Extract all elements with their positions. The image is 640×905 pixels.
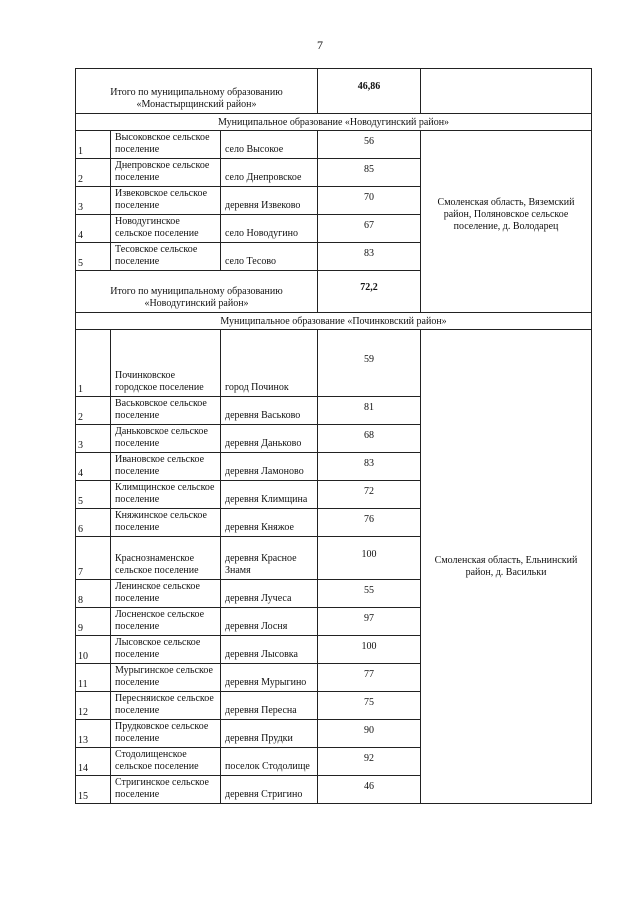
village-name: село Днепровское bbox=[221, 159, 318, 187]
village-name: деревня Васьково bbox=[221, 397, 318, 425]
village-name: деревня Княжое bbox=[221, 509, 318, 537]
row-number: 13 bbox=[76, 720, 111, 748]
results-table bbox=[75, 68, 592, 804]
row-value: 76 bbox=[318, 509, 421, 537]
page-number: 7 bbox=[317, 38, 323, 52]
section-heading: Муниципальное образование «Починковский район» bbox=[76, 313, 592, 330]
row-value: 81 bbox=[318, 397, 421, 425]
row-value: 97 bbox=[318, 608, 421, 636]
row-number: 11 bbox=[76, 664, 111, 692]
row-number: 4 bbox=[76, 215, 111, 243]
empty-cell bbox=[421, 69, 592, 114]
row-value: 46 bbox=[318, 776, 421, 804]
row-value: 100 bbox=[318, 537, 421, 580]
settlement-name: Мурыгинское сельское поселение bbox=[111, 664, 221, 692]
row-value: 75 bbox=[318, 692, 421, 720]
settlement-name: Пересняиское сельское поселение bbox=[111, 692, 221, 720]
settlement-name: Днепровское сельское поселение bbox=[111, 159, 221, 187]
row-number: 2 bbox=[76, 159, 111, 187]
total-value: 46,86 bbox=[318, 69, 421, 114]
settlement-name: Ивановское сельское поселение bbox=[111, 453, 221, 481]
settlement-name: Прудковское сельское поселение bbox=[111, 720, 221, 748]
row-value: 85 bbox=[318, 159, 421, 187]
settlement-name: Климщинское сельское поселение bbox=[111, 481, 221, 509]
settlement-name: Тесовское сельское поселение bbox=[111, 243, 221, 271]
settlement-name: Лысовское сельское поселение bbox=[111, 636, 221, 664]
settlement-name: Высоковское сельское поселение bbox=[111, 131, 221, 159]
total-value: 72,2 bbox=[318, 271, 421, 313]
monastyrshchina-total-row bbox=[76, 69, 592, 114]
row-number: 3 bbox=[76, 425, 111, 453]
village-name: село Новодугино bbox=[221, 215, 318, 243]
settlement-name: Лосненское сельское поселение bbox=[111, 608, 221, 636]
location-cell: Смоленская область, Вяземский район, Поляновское сельское поселение, д. Володарец bbox=[421, 131, 592, 313]
table-row bbox=[76, 330, 592, 397]
settlement-name: Извековское сельское поселение bbox=[111, 187, 221, 215]
row-number: 1 bbox=[76, 330, 111, 397]
settlement-name: Стригинское сельское поселение bbox=[111, 776, 221, 804]
row-value: 68 bbox=[318, 425, 421, 453]
row-number: 15 bbox=[76, 776, 111, 804]
village-name: село Тесово bbox=[221, 243, 318, 271]
row-number: 7 bbox=[76, 537, 111, 580]
row-number: 5 bbox=[76, 243, 111, 271]
row-number: 14 bbox=[76, 748, 111, 776]
settlement-name: Васьковское сельское поселение bbox=[111, 397, 221, 425]
village-name: село Высокое bbox=[221, 131, 318, 159]
village-name: деревня Прудки bbox=[221, 720, 318, 748]
settlement-name: Стодолищенское сельское поселение bbox=[111, 748, 221, 776]
settlement-name: Княжинское сельское поселение bbox=[111, 509, 221, 537]
village-name: деревня Лучеса bbox=[221, 580, 318, 608]
settlement-name: Даньковское сельское поселение bbox=[111, 425, 221, 453]
section-heading: Муниципальное образование «Новодугинский район» bbox=[76, 114, 592, 131]
village-name: деревня Лысовка bbox=[221, 636, 318, 664]
section-heading-row bbox=[76, 114, 592, 131]
row-number: 2 bbox=[76, 397, 111, 425]
row-number: 12 bbox=[76, 692, 111, 720]
row-value: 77 bbox=[318, 664, 421, 692]
row-number: 8 bbox=[76, 580, 111, 608]
village-name: деревня Мурыгино bbox=[221, 664, 318, 692]
total-label: Итого по муниципальному образованию «Новодугинский район» bbox=[76, 271, 318, 313]
village-name: поселок Стодолище bbox=[221, 748, 318, 776]
village-name: деревня Стригино bbox=[221, 776, 318, 804]
location-cell: Смоленская область, Ельнинский район, д. Васильки bbox=[421, 330, 592, 804]
row-number: 5 bbox=[76, 481, 111, 509]
row-number: 4 bbox=[76, 453, 111, 481]
village-name: деревня Извеково bbox=[221, 187, 318, 215]
total-label: Итого по муниципальному образованию «Монастырщинский район» bbox=[76, 69, 318, 114]
row-number: 10 bbox=[76, 636, 111, 664]
row-value: 72 bbox=[318, 481, 421, 509]
section-heading-row bbox=[76, 313, 592, 330]
row-value: 55 bbox=[318, 580, 421, 608]
village-name: деревня Пересна bbox=[221, 692, 318, 720]
row-value: 59 bbox=[318, 330, 421, 397]
row-number: 3 bbox=[76, 187, 111, 215]
village-name: город Починок bbox=[221, 330, 318, 397]
row-value: 83 bbox=[318, 453, 421, 481]
village-name: деревня Ламоново bbox=[221, 453, 318, 481]
village-name: деревня Лосня bbox=[221, 608, 318, 636]
row-number: 6 bbox=[76, 509, 111, 537]
village-name: деревня Даньково bbox=[221, 425, 318, 453]
row-value: 100 bbox=[318, 636, 421, 664]
row-value: 56 bbox=[318, 131, 421, 159]
row-number: 9 bbox=[76, 608, 111, 636]
row-value: 92 bbox=[318, 748, 421, 776]
settlement-name: Починковское городское поселение bbox=[111, 330, 221, 397]
row-value: 70 bbox=[318, 187, 421, 215]
settlement-name: Краснознаменское сельское поселение bbox=[111, 537, 221, 580]
row-value: 83 bbox=[318, 243, 421, 271]
row-value: 90 bbox=[318, 720, 421, 748]
settlement-name: Новодугинское сельское поселение bbox=[111, 215, 221, 243]
village-name: деревня Красное Знамя bbox=[221, 537, 318, 580]
row-number: 1 bbox=[76, 131, 111, 159]
settlement-name: Ленинское сельское поселение bbox=[111, 580, 221, 608]
row-value: 67 bbox=[318, 215, 421, 243]
table-row bbox=[76, 131, 592, 159]
village-name: деревня Климщина bbox=[221, 481, 318, 509]
